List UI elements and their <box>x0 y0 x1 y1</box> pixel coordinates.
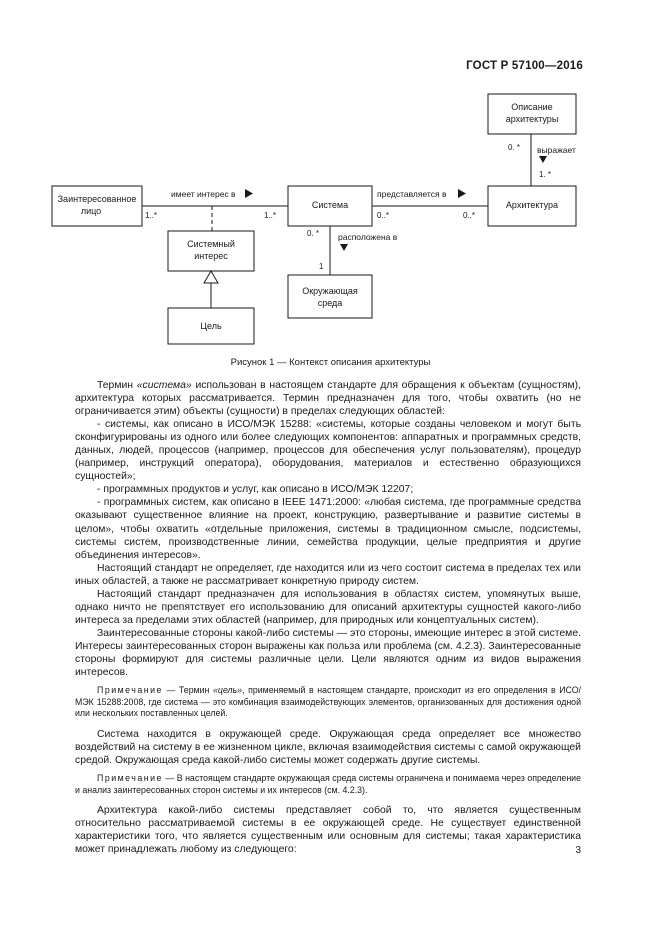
expresses-arrow <box>539 156 547 163</box>
architecture-context-diagram <box>0 0 661 360</box>
page-number: 3 <box>575 845 581 856</box>
note-text: — В настоящем стандарте окружающая среда системы ограничена и понимаема через определение и анализ заинтересованных сторон системы и их интересов (см. 4.2.3). <box>75 773 581 795</box>
exhibits-arrow <box>458 189 466 198</box>
arch-description-line2: архитектуры <box>505 114 559 124</box>
arch-description-line1: Описание <box>511 102 553 112</box>
note-label: Примечание <box>97 773 163 783</box>
architecture-label: Архитектура <box>505 200 559 210</box>
list-item: - системы, как описано в ИСО/МЭК 15288: «системы, которые созданы человеком и могут быть сконфигурированы из одного или более следующих компонентов: аппаратных и программных средств, данных, людей, процессов (например, процессов для обеспечения услуг пользователям), процедур (например, инструкций оператора), оборудования, материалов и естественно образующихся сущностей»; <box>75 419 581 483</box>
note <box>75 685 581 720</box>
has-interest-arrow <box>245 189 253 198</box>
mult-system-left: 1..* <box>264 211 277 220</box>
has-interest-label: имеет интерес в <box>171 189 236 199</box>
paragraph: Настоящий стандарт предназначен для использования в областях систем, упомянутых выше, однако ничто не препятствует его использованию для описаний архитектуры сущностей какого-либо интереса за пределами этих областей (например, для природных или концептуальных систем). <box>75 588 581 626</box>
paragraph: Настоящий стандарт не определяет, где находится или из чего состоит система в пределах тех или иных областей, а также не рассматривает конкретную природу систем. <box>75 562 581 587</box>
list-item: - программных продуктов и услуг, как описано в ИСО/МЭК 12207; <box>97 484 414 496</box>
situated-arrow <box>340 244 348 251</box>
mult-architecture-top: 1. * <box>539 170 552 179</box>
situated-label: расположена в <box>338 232 398 242</box>
environment-line1: Окружающая <box>302 286 358 296</box>
environment-box <box>288 275 372 318</box>
list-item: - программных систем, как описано в IEEE 1471:2000: «любая система, где программные средства оказывают существенное влияние на проект, конструкцию, развертывание и развитие системы в целом», чтобы охватить «отдельные приложения, системы в традиционном смысле, подсистемы, системы систем, производственные линии, семейства продукции, целые предприятия и другие объединения интересов». <box>75 497 581 561</box>
stakeholder-label-line2: лицо <box>80 206 102 216</box>
goal-label: Цель <box>200 321 222 331</box>
mult-system-right: 0..* <box>377 211 390 220</box>
mult-description-bottom: 0. * <box>508 143 521 152</box>
note-text: — Термин «цель», применяемый в настоящем стандарте, происходит из его определения в ИСО/МЭК 15288:2008, где система — это комбинация взаимодействующих элементов, организованных для достижения одной или нескольких поставленных целей. <box>75 685 581 719</box>
mult-stakeholder: 1..* <box>145 211 158 220</box>
system-interest-line1: Системный <box>187 239 235 249</box>
paragraph: Система находится в окружающей среде. Окружающая среда определяет все множество воздействий на систему в ее жизненном цикле, включая взаимодействия системы с самой окружающей средой. Окружающая среда какой-либо системы может содержать другие системы. <box>75 728 581 766</box>
note <box>75 773 581 796</box>
mult-system-bottom: 0. * <box>307 229 320 238</box>
figure-caption: Рисунок 1 — Контекст описания архитектуры <box>230 357 431 368</box>
environment-line2: среда <box>317 298 343 308</box>
paragraph: Архитектура какой-либо системы представляет собой то, что является существенным относительно рассматриваемой системы в ее окружающей среде. Не существует единственной характеристики того, что является существенным или основным для системы; такая характеристика может принадлежать любому из следующего: <box>75 805 581 856</box>
exhibits-label: представляется в <box>377 189 447 199</box>
body-text <box>75 379 581 856</box>
system-interest-line2: интерес <box>194 251 228 261</box>
stakeholder-label-line1: Заинтересованное <box>57 194 137 204</box>
system-label: Система <box>311 200 349 210</box>
mult-architecture-left: 0..* <box>463 211 476 220</box>
paragraph: Заинтересованные стороны какой-либо системы — это стороны, имеющие интерес в этой системе. Интересы заинтересованных сторон выражены как польза или проблема (см. 4.2.3). Заинтересованные стороны формируют для системы различные цели. Цели являются одним из видов выражения интересов. <box>75 627 581 679</box>
generalization-triangle <box>204 271 218 283</box>
mult-environment-top: 1 <box>319 262 324 271</box>
note-label: Примечание <box>97 685 163 696</box>
paragraph: Термин «система» использован в настоящем стандарте для обращения к объектам (сущностям), архитектура которых рассматривается. Термин предназначен для того, чтобы охватить (но не ограничивается этим) объекты (сущности) в пределах следующих областей: <box>75 380 581 418</box>
expresses-label: выражает <box>537 145 576 155</box>
document-header: ГОСТ Р 57100—2016 <box>466 60 583 72</box>
